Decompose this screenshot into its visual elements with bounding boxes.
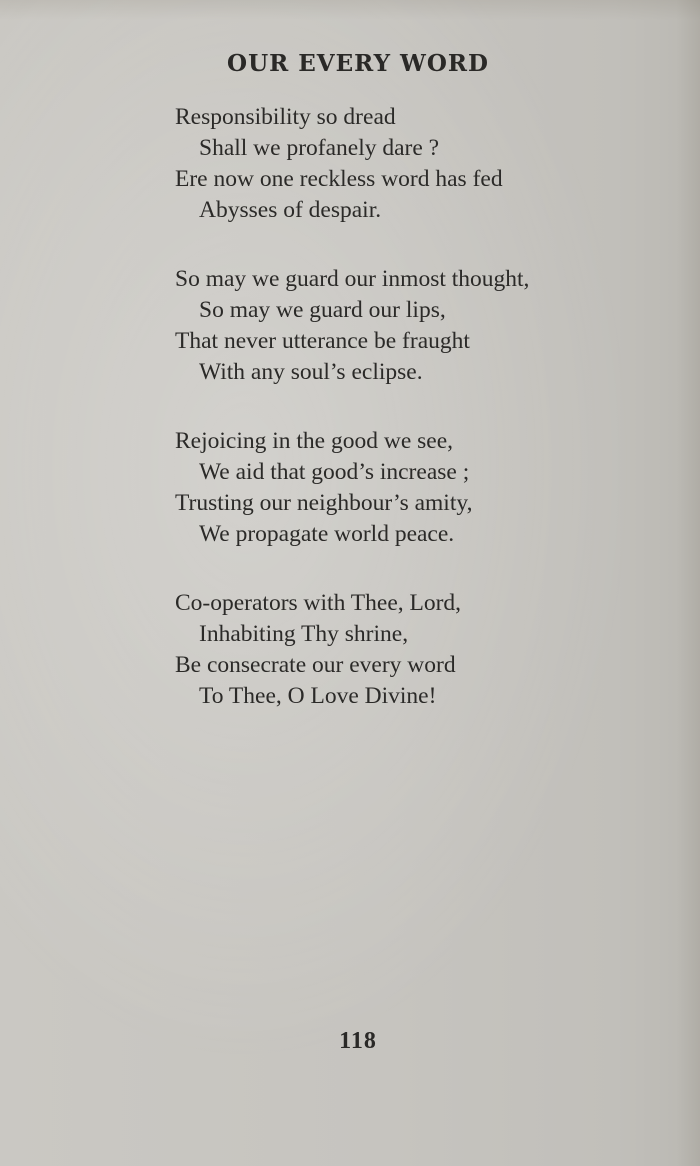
- page-top-shadow: [0, 0, 700, 20]
- poem-line: We propagate world peace.: [199, 521, 455, 547]
- page-number: 118: [339, 1028, 377, 1054]
- poem-line: That never utterance be fraught: [175, 328, 470, 354]
- poem-body: [175, 102, 675, 750]
- poem-line: To Thee, O Love Divine!: [199, 683, 437, 709]
- poem-line: With any soul’s eclipse.: [199, 359, 423, 385]
- stanza-4: [175, 588, 675, 712]
- poem-line: Shall we profanely dare ?: [199, 135, 440, 161]
- stanza-3: [175, 426, 675, 550]
- poem-title: OUR EVERY WORD: [227, 50, 489, 77]
- poem-line: Co-operators with Thee, Lord,: [175, 590, 462, 616]
- poem-line: So may we guard our inmost thought,: [175, 266, 530, 292]
- poem-line: Inhabiting Thy shrine,: [199, 621, 409, 647]
- poem-line: Abysses of despair.: [199, 197, 382, 223]
- stanza-2: [175, 264, 675, 388]
- poem-line: Rejoicing in the good we see,: [175, 428, 454, 454]
- stanza-1: [175, 102, 675, 226]
- poem-line: We aid that good’s increase ;: [199, 459, 470, 485]
- page-edge-shadow: [676, 0, 700, 1166]
- poem-line: Responsibility so dread: [175, 104, 396, 130]
- poem-line: So may we guard our lips,: [199, 297, 446, 323]
- poem-line: Ere now one reckless word has fed: [175, 166, 503, 192]
- poem-line: Be consecrate our every word: [175, 652, 456, 678]
- poem-line: Trusting our neighbour’s amity,: [175, 490, 473, 516]
